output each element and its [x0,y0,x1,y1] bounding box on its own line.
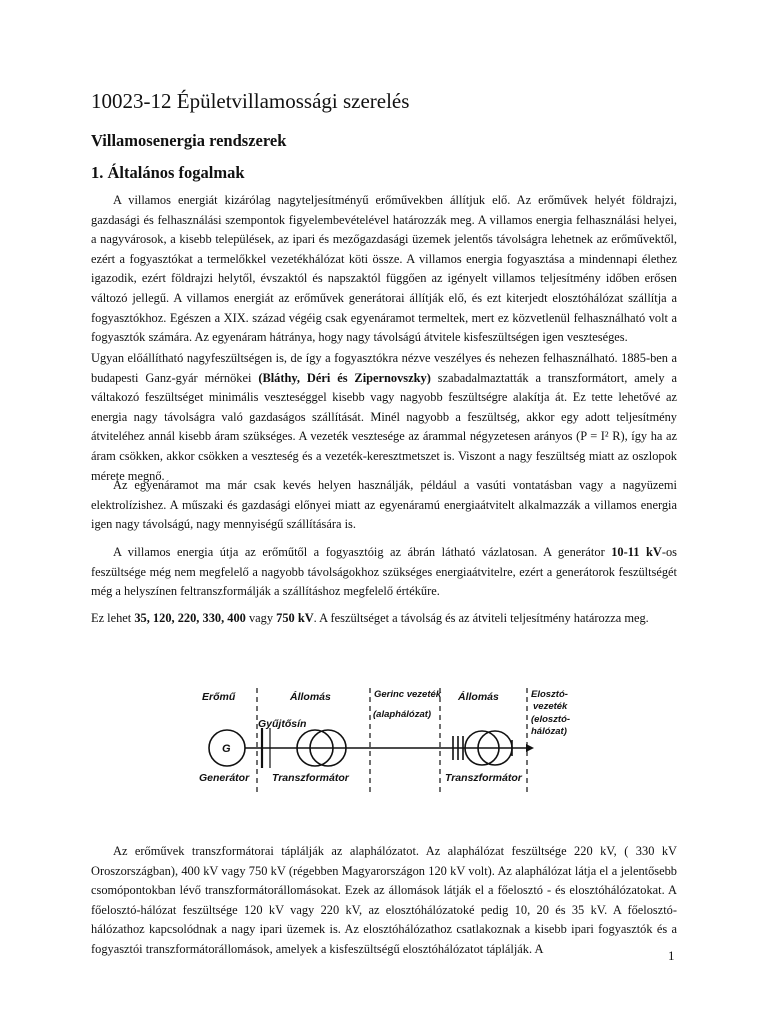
label-gyujtosin: Gyűjtősín [258,718,307,730]
paragraph-4-text-c: -os feszültsége még nem megfelelő a nagyobb távolságokhoz szükséges energiaátvitelre, ezért a generátorok feszültségét még a helyszínen feltranszformálják a szállításhoz megfelelő értékűre. [91,545,677,599]
paragraph-3-text: Az egyenáramot ma már csak kevés helyen használják, például a vasúti vontatásban vagy a nagyüzemi elektrolízishez. A műszaki és gazdasági előnyei miatt az egyenáramú energiaátvitelt alkalmazzák a villamos energia igen nagy távolságú, nagy mennyiségű szállítására is. [91,478,677,532]
paragraph-3 [91,476,677,535]
label-eloszto-3: (elosztó- [531,714,571,725]
paragraph-1 [91,191,677,348]
subsection-heading: 1. Általános fogalmak [91,163,245,182]
label-gerinc-1: Gerinc vezeték [374,689,442,700]
paragraph-2 [91,349,677,486]
label-eloszto-1: Elosztó- [531,689,568,700]
paragraph-5-text-e: . A feszültséget a távolság és az átviteli teljesítmény határozza meg. [313,611,649,625]
voltage-list: 35, 120, 220, 330, 400 [134,611,246,625]
page-number: 1 [668,948,675,963]
label-allomas-2: Állomás [458,691,499,703]
label-transzformator-1: Transzformátor [272,772,349,784]
paragraph-1-text: A villamos energiát kizárólag nagyteljesítményű erőművekben állítjuk elő. Az erőművek helyét földrajzi, gazdasági és felhasználási szempontok figyelembevételével határozzák meg. A villamos energia felhasználási helyei, a nagyvárosok, a kisebb települések, az ipari és mezőgazdasági üzemek jelentős távolságra lehetnek az erőművektől, ezért a fogyasztókat a termelőkkel vezetékhálózat köti össze. A villamos energia fogyasztása a mindennapi élethez igazodik, ezért földrajzi helytől, évszaktól és napszaktól függően az igényelt villamos teljesítmény időben erősen változó jellegű. A villamos energiát az erőművek generátorai állítják elő, és ezt kiterjedt elosztóhálózat szállítja a fogyasztókhoz. Egészen a XIX. század végéig csak egyenáramot termeltek, mert ez közvetlenül felhasználható volt a fogyasztók számára. Az egyenáram hátránya, hogy nagy távolságú átvitele kisfeszültségen igen veszteséges. [91,193,677,345]
paragraph-2-text-a: Ugyan előállítható nagyfeszültségen is, de így a fogyasztókra nézve veszélyes és nehezen felhasználható. 1885-ben a budapesti Ganz-gyár mérnökei [91,351,677,385]
paragraph-5-text-a: Ez lehet [91,611,135,625]
power-distribution-diagram [190,680,590,800]
label-allomas-1: Állomás [290,691,331,703]
label-g: G [222,743,231,755]
label-eloszto-4: hálózat) [531,726,567,737]
label-generator: Generátor [199,772,250,784]
label-transzformator-2: Transzformátor [445,772,522,784]
paragraph-2-text-c: szabadalmaztatták a transzformátort, amely a váltakozó feszültséget minimális veszteséggel kisebb vagy nagyobb feszültségre alakítja át. Ez tette lehetővé az energia nagy távolságra való gazdaságos szállítását. Minél nagyobb a feszültség, akkor egy adott teljesítmény átviteléhez annál kisebb áram szükséges. A vezeték vesztesége az árammal négyzetesen arányos (P = I² R), így ha az áram csökken, akkor csökken a veszteség és a vezeték-keresztmetszet is. Viszont a nagy feszültség miatt az oszlopok mérete megnő. [91,370,677,483]
paragraph-6 [91,842,677,960]
paragraph-6-text: Az erőművek transzformátorai táplálják az alaphálózatot. Az alaphálózat feszültsége 220 kV, ( 330 kV Oroszországban), 400 kV vagy 750 kV (régebben Magyarországon 120 kV volt). Az alaphálózat látja el a jelentősebb csomópontokban lévő transzformátorállomásokat. Ezek az állomások látják el a főelosztó - és elosztóhálózatokat. A főelosztó-hálózat feszültsége 120 kV vagy 220 kV, az elosztóhálózatoké pedig 10, 20 és 35 kV. A főelosztó-hálózathoz kapcsolódnak a nagy ipari üzemek is. Az elosztóhálózathoz csatlakoznak a kisebb ipari fogyasztók és a fogyasztói transzformátorállomások, amelyek a kisfeszültségű elosztóhálózatot táplálják. A [91,844,677,956]
label-gerinc-2: (alaphálózat) [373,709,432,720]
paragraph-4-text-a: A villamos energia útja az erőműtől a fogyasztóig az ábrán látható vázlatosan. A generátor [113,545,612,559]
paragraph-4 [91,543,677,602]
voltage-max: 750 kV [276,611,314,625]
page-title: 10023-12 Épületvillamossági szerelés [91,89,410,113]
inventor-names: (Bláthy, Déri és Zipernovszky) [258,370,431,385]
section-heading: Villamosenergia rendszerek [91,131,287,150]
generator-voltage: 10-11 kV [611,545,662,559]
label-eromu: Erőmű [202,691,236,703]
paragraph-5 [91,609,677,629]
label-eloszto-2: vezeték [533,701,568,712]
paragraph-5-text-c: vagy [245,611,277,625]
